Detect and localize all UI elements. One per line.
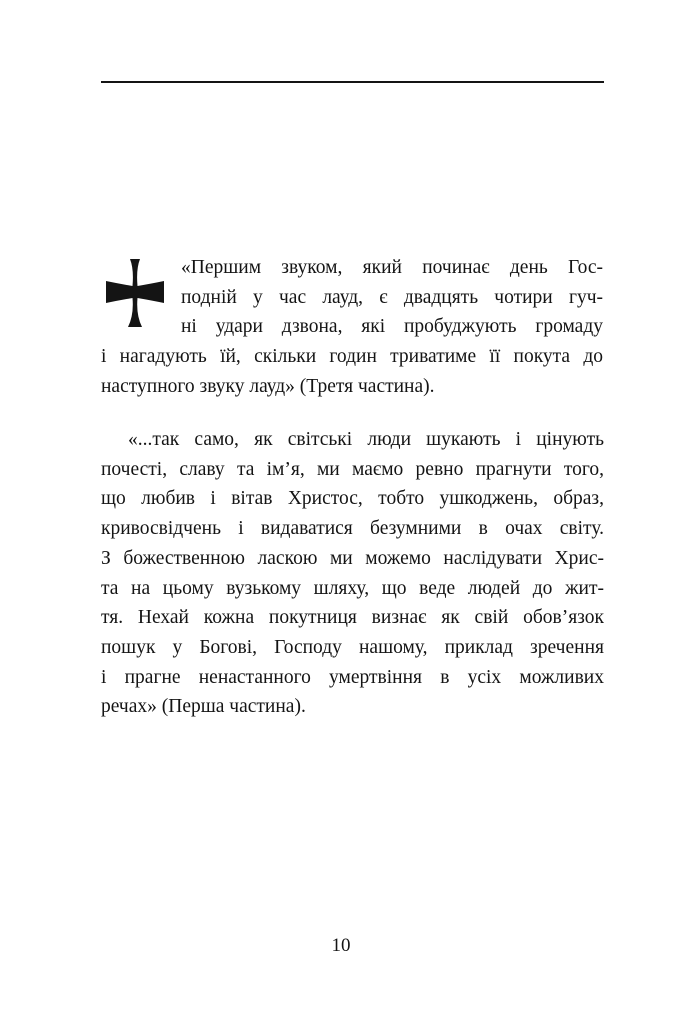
paragraph-1-indented-lines [181,253,603,342]
paragraph-2-line-3: що любив і вітав Христос, тобто ушкоджень, образ, [101,488,604,510]
paragraph-2-line-2: почесті, славу та ім’я, ми маємо ревно прагнути того, [101,458,604,480]
paragraph-2-line-1: «...так само, як світські люди шукають і цінують [128,429,604,450]
paragraph-1-line-3: ні удари дзвона, які пробуджують громаду [181,316,603,338]
paragraph-2-line-6: та на цьому вузькому шляху, що веде людей до жит- [101,577,604,599]
cross-pattee-icon [106,259,164,327]
paragraph-2-line-7: тя. Нехай кожна покутниця визнає як свій обов’язок [101,607,604,629]
header-rule [101,81,604,83]
paragraph-2-line-8: пошук у Богові, Господу нашому, приклад зречення [101,636,604,658]
paragraph-2-line-9: і прагне ненастанного умертвіння в усіх можливих [101,666,604,688]
paragraph-1-line-4: і нагадують їй, скільки годин триватиме її покута до [101,346,603,367]
page-number: 10 [331,935,351,956]
paragraph-2-line-10: речах» (Перша частина). [101,696,306,718]
paragraph-2 [101,425,604,722]
paragraph-1-line-5: наступного звуку лауд» (Третя частина). [101,375,435,397]
paragraph-2-line-5: З божественною ласкою ми можемо наслідувати Хрис- [101,547,604,569]
paragraph-2-line-4: кривосвідчень і видаватися безумними в очах світу. [101,518,604,540]
paragraph-1-line-1: «Першим звуком, який починає день Гос- [181,257,603,278]
paragraph-1-line-2: подній у час лауд, є двадцять чотири гуч- [181,286,603,308]
paragraph-1-full-lines [101,342,603,401]
